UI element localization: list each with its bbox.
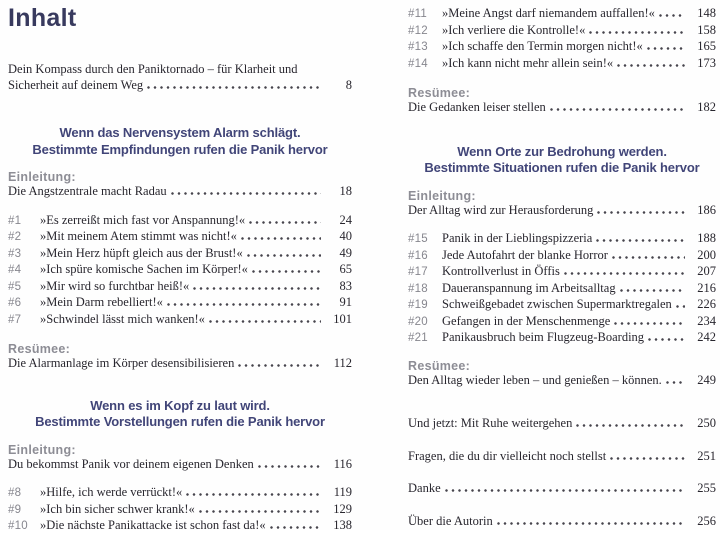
entry-label: »Ich spüre komische Sachen im Körper!« bbox=[40, 262, 248, 276]
toc-column-right bbox=[408, 0, 716, 529]
toc-entry bbox=[408, 248, 716, 265]
toc-entry bbox=[408, 481, 716, 497]
leader-dots bbox=[564, 272, 685, 275]
entry-number: #8 bbox=[8, 487, 22, 499]
entry-page: 216 bbox=[697, 280, 716, 295]
leader-dots bbox=[576, 424, 685, 427]
toc-entry bbox=[8, 246, 352, 263]
entry-page: 207 bbox=[697, 264, 716, 278]
leader-dots bbox=[612, 256, 685, 259]
entry-label: Und jetzt: Mit Ruhe weitergehen bbox=[408, 416, 573, 430]
toc-entry bbox=[8, 213, 352, 230]
entry-label: Dein Kompass durch den Paniktornado – für Klarheit und bbox=[8, 62, 298, 76]
entry-label: »Mit meinem Atem stimmt was nicht!« bbox=[40, 229, 237, 243]
entry-page: 173 bbox=[697, 55, 716, 70]
entry-page: 226 bbox=[697, 297, 716, 311]
entry-page: 182 bbox=[697, 100, 716, 114]
entry-number: #1 bbox=[8, 214, 22, 227]
entry-page: 101 bbox=[333, 311, 352, 326]
toc-entry bbox=[408, 330, 716, 347]
entry-number: #2 bbox=[8, 231, 22, 243]
entry-label: Den Alltag wieder leben – und genießen – können. bbox=[408, 372, 662, 387]
page-title: Inhalt bbox=[8, 4, 77, 32]
leader-dots bbox=[617, 64, 685, 67]
entry-number: #15 bbox=[408, 233, 428, 245]
entry-label: »Ich schaffe den Termin morgen nicht!« bbox=[442, 39, 643, 53]
resumee-label: Resümee: bbox=[8, 342, 71, 356]
entry-page: 18 bbox=[339, 184, 352, 198]
entry-page: 158 bbox=[697, 22, 716, 37]
leader-dots bbox=[270, 526, 321, 529]
entry-page: 234 bbox=[697, 313, 716, 328]
entry-page: 200 bbox=[697, 247, 716, 262]
toc-entry bbox=[408, 231, 716, 248]
toc-entry bbox=[408, 449, 716, 465]
entry-number: #13 bbox=[408, 41, 428, 53]
entry-page: 251 bbox=[697, 448, 716, 463]
entry-number: #14 bbox=[408, 57, 428, 70]
entry-label: Über die Autorin bbox=[408, 513, 493, 528]
leader-dots bbox=[666, 381, 685, 384]
entry-page: 188 bbox=[697, 231, 716, 245]
entry-label: Kontrollverlust in Öffis bbox=[442, 264, 560, 278]
leader-dots bbox=[614, 322, 685, 325]
leader-dots bbox=[167, 303, 321, 306]
toc-entry bbox=[408, 203, 716, 219]
leader-dots bbox=[258, 465, 321, 468]
section-heading bbox=[8, 398, 352, 431]
entry-page: 255 bbox=[697, 481, 716, 495]
toc-entry bbox=[8, 502, 352, 519]
leader-dots bbox=[610, 457, 685, 460]
toc-entry bbox=[8, 356, 352, 372]
entry-number: #9 bbox=[8, 503, 22, 516]
entry-number: #10 bbox=[8, 520, 28, 532]
entry-page: 148 bbox=[697, 6, 716, 20]
entry-label: Jede Autofahrt der blanke Horror bbox=[442, 247, 608, 262]
toc-entry bbox=[408, 6, 716, 23]
entry-label: Panikausbruch beim Flugzeug-Boarding bbox=[442, 330, 645, 344]
leader-dots bbox=[597, 211, 685, 214]
entry-page: 112 bbox=[333, 356, 352, 370]
entry-number: #3 bbox=[8, 247, 22, 260]
entry-number: #12 bbox=[408, 24, 428, 37]
toc-entry bbox=[8, 457, 352, 473]
entry-label: »Schwindel lässt mich wanken!« bbox=[40, 311, 205, 326]
toc-entry bbox=[408, 264, 716, 281]
toc-column-left bbox=[8, 0, 352, 535]
toc-entry bbox=[408, 514, 716, 530]
leader-dots bbox=[238, 364, 321, 367]
entry-label: Panik in der Lieblingspizzeria bbox=[442, 231, 593, 245]
leader-dots bbox=[596, 239, 685, 242]
leader-dots bbox=[497, 522, 685, 525]
entry-label: Sicherheit auf deinem Weg bbox=[8, 77, 144, 92]
leader-dots bbox=[589, 31, 685, 34]
toc-entry bbox=[408, 100, 716, 116]
leader-dots bbox=[147, 86, 321, 89]
toc-entry bbox=[8, 295, 352, 312]
leader-dots bbox=[648, 338, 685, 341]
entry-page: 242 bbox=[697, 330, 716, 344]
toc-entry bbox=[408, 56, 716, 73]
heading-line: Wenn das Nervensystem Alarm schlägt. bbox=[59, 125, 301, 140]
toc-entry bbox=[408, 373, 716, 389]
toc-entry bbox=[8, 518, 352, 535]
entry-page: 40 bbox=[339, 229, 352, 243]
leader-dots bbox=[193, 287, 321, 290]
entry-label: Gefangen in der Menschenmenge bbox=[442, 313, 611, 328]
toc-entry bbox=[8, 262, 352, 279]
entry-label: »Ich verliere die Kontrolle!« bbox=[442, 22, 586, 37]
toc-entry bbox=[408, 39, 716, 56]
entry-page: 83 bbox=[339, 278, 352, 293]
toc-entry bbox=[408, 297, 716, 314]
leader-dots bbox=[676, 305, 685, 308]
einleitung-label: Einleitung: bbox=[408, 188, 476, 203]
leader-dots bbox=[247, 254, 321, 257]
toc-entry bbox=[408, 23, 716, 40]
entry-label: Danke bbox=[408, 481, 441, 495]
leader-dots bbox=[186, 493, 321, 496]
toc-entry bbox=[8, 279, 352, 296]
entry-label: »Ich kann nicht mehr allein sein!« bbox=[442, 55, 614, 70]
entry-label: »Hilfe, ich werde verrückt!« bbox=[40, 485, 183, 499]
entry-label: Daueranspannung im Arbeitsalltag bbox=[442, 280, 616, 295]
entry-label: Die Gedanken leiser stellen bbox=[408, 100, 546, 114]
entry-number: #21 bbox=[408, 332, 428, 344]
entry-page: 24 bbox=[339, 212, 352, 227]
entry-number: #11 bbox=[408, 8, 427, 20]
toc-item-list bbox=[8, 485, 352, 535]
entry-number: #19 bbox=[408, 299, 428, 311]
leader-dots bbox=[620, 289, 685, 292]
entry-page: 49 bbox=[339, 245, 352, 260]
leader-dots bbox=[252, 270, 321, 273]
heading-line: Bestimmte Vorstellungen rufen die Panik hervor bbox=[35, 414, 325, 429]
leader-dots bbox=[647, 47, 685, 50]
leader-dots bbox=[171, 192, 321, 195]
entry-label: Die Alarmanlage im Körper desensibilisieren bbox=[8, 356, 235, 370]
entry-label: »Mir wird so furchtbar heiß!« bbox=[40, 278, 190, 293]
entry-page: 116 bbox=[333, 456, 352, 471]
entry-label: Fragen, die du dir vielleicht noch stellst bbox=[408, 448, 607, 463]
leader-dots bbox=[249, 221, 321, 224]
heading-line: Wenn es im Kopf zu laut wird. bbox=[90, 397, 270, 413]
entry-page: 165 bbox=[697, 39, 716, 53]
entry-page: 138 bbox=[333, 518, 352, 532]
entry-label: »Ich bin sicher schwer krank!« bbox=[40, 501, 195, 516]
entry-number: #18 bbox=[408, 282, 428, 295]
toc-entry bbox=[8, 184, 352, 200]
entry-number: #17 bbox=[408, 266, 428, 278]
entry-page: 91 bbox=[339, 295, 352, 309]
entry-page: 250 bbox=[697, 416, 716, 430]
entry-label: Die Angstzentrale macht Radau bbox=[8, 184, 167, 198]
entry-page: 119 bbox=[333, 485, 352, 499]
entry-label: Schweißgebadet zwischen Supermarktregalen bbox=[442, 297, 672, 311]
heading-line: Bestimmte Empfindungen rufen die Panik hervor bbox=[32, 141, 328, 157]
leader-dots bbox=[445, 489, 685, 492]
leader-dots bbox=[209, 320, 321, 323]
toc-item-list bbox=[408, 6, 716, 72]
heading-line: Wenn Orte zur Bedrohung werden. bbox=[457, 143, 667, 159]
toc-item-list bbox=[408, 231, 716, 347]
entry-label: Du bekommst Panik vor deinem eigenen Denken bbox=[8, 456, 254, 471]
entry-number: #16 bbox=[408, 249, 428, 262]
section-heading bbox=[8, 125, 352, 158]
toc-item-list bbox=[8, 213, 352, 329]
entry-label: »Meine Angst darf niemandem auffallen!« bbox=[442, 6, 655, 20]
heading-line: Bestimmte Situationen rufen die Panik hervor bbox=[424, 160, 700, 175]
einleitung-label: Einleitung: bbox=[8, 170, 76, 184]
entry-page: 8 bbox=[345, 77, 352, 92]
toc-entry bbox=[408, 416, 716, 432]
entry-number: #6 bbox=[8, 297, 22, 309]
toc-entry bbox=[8, 485, 352, 502]
leader-dots bbox=[241, 237, 321, 240]
entry-number: #20 bbox=[408, 315, 428, 328]
leader-dots bbox=[199, 510, 321, 513]
resumee-label: Resümee: bbox=[408, 358, 471, 373]
einleitung-label: Einleitung: bbox=[8, 442, 76, 457]
entry-number: #4 bbox=[8, 264, 22, 276]
entry-page: 129 bbox=[333, 501, 352, 516]
leader-dots bbox=[659, 14, 685, 17]
entry-label: »Mein Herz hüpft gleich aus der Brust!« bbox=[40, 245, 243, 260]
leader-dots bbox=[550, 108, 685, 111]
entry-number: #5 bbox=[8, 280, 22, 293]
toc-entry bbox=[408, 281, 716, 298]
entry-label: Der Alltag wird zur Herausforderung bbox=[408, 202, 594, 217]
section-heading bbox=[408, 144, 716, 177]
entry-number: #7 bbox=[8, 313, 22, 326]
toc-entry bbox=[8, 229, 352, 246]
entry-label: »Es zerreißt mich fast vor Anspannung!« bbox=[40, 212, 246, 227]
toc-entry bbox=[8, 312, 352, 329]
toc-entry bbox=[408, 314, 716, 331]
entry-page: 249 bbox=[697, 372, 716, 387]
entry-label: »Mein Darm rebelliert!« bbox=[40, 295, 163, 309]
entry-page: 65 bbox=[339, 262, 352, 276]
toc-entry-kompass bbox=[8, 62, 352, 93]
entry-label: »Die nächste Panikattacke ist schon fast da!« bbox=[40, 518, 266, 532]
entry-page: 256 bbox=[697, 513, 716, 528]
resumee-label: Resümee: bbox=[408, 86, 471, 100]
entry-page: 186 bbox=[697, 202, 716, 217]
